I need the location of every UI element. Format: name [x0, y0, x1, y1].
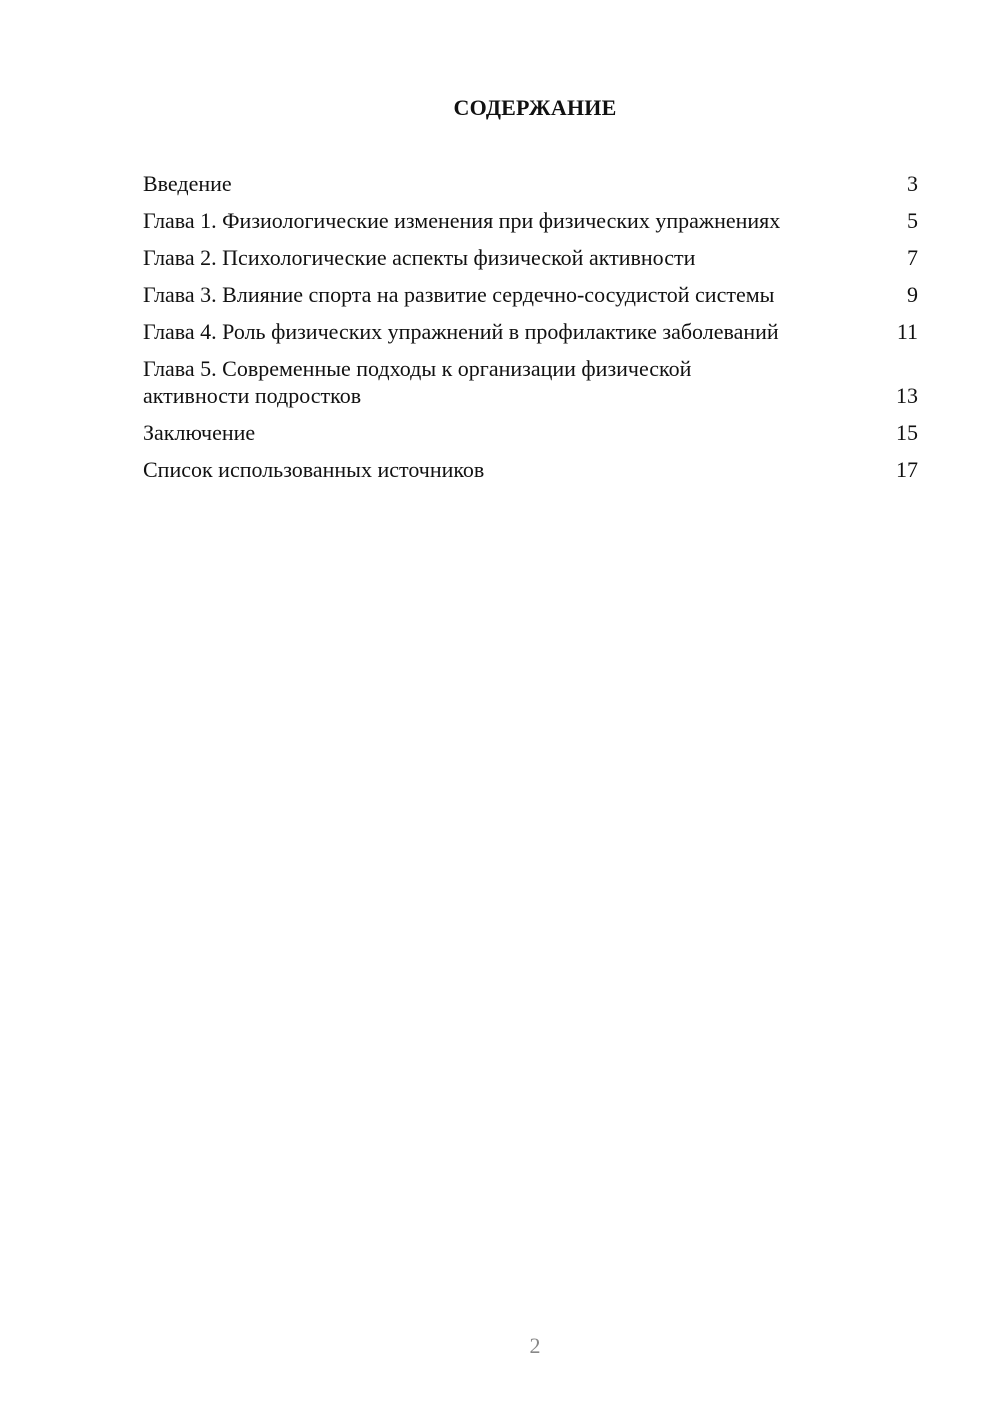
toc-entry-page: 11: [896, 319, 918, 344]
toc-entry-text: Заключение: [143, 420, 256, 445]
page-number: 2: [529, 1333, 541, 1358]
toc-entry-chapter-1: [143, 207, 918, 234]
toc-entry-chapter-4: [143, 318, 918, 345]
toc-entry-text: Глава 3. Влияние спорта на развитие сердечно-сосудистой системы: [143, 282, 775, 307]
toc-entry-page: 9: [907, 282, 918, 307]
toc-entry-text: Список использованных источников: [143, 457, 485, 482]
toc-entry-page: 13: [896, 383, 918, 408]
toc-entry-page: 15: [896, 420, 918, 445]
toc-entry-chapter-3: [143, 281, 918, 308]
toc-entry-text: Введение: [143, 171, 232, 196]
toc-entry-chapter-2: [143, 244, 918, 271]
page-title: СОДЕРЖАНИЕ: [453, 95, 617, 120]
toc-entry-text: Глава 2. Психологические аспекты физической активности: [143, 245, 696, 270]
toc-entry-introduction: [143, 170, 918, 197]
table-of-contents: [143, 170, 918, 493]
toc-entry-page: 5: [907, 208, 918, 233]
toc-entry-chapter-5: [143, 355, 918, 409]
toc-entry-text: Глава 1. Физиологические изменения при физических упражнениях: [143, 208, 781, 233]
toc-entry-references: [143, 456, 918, 483]
toc-entry-text: Глава 5. Современные подходы к организации физической активности подростков: [143, 356, 692, 408]
toc-entry-page: 7: [907, 245, 918, 270]
toc-entry-text: Глава 4. Роль физических упражнений в профилактике заболеваний: [143, 319, 779, 344]
toc-entry-page: 3: [907, 171, 918, 196]
toc-entry-conclusion: [143, 419, 918, 446]
toc-entry-page: 17: [896, 457, 918, 482]
